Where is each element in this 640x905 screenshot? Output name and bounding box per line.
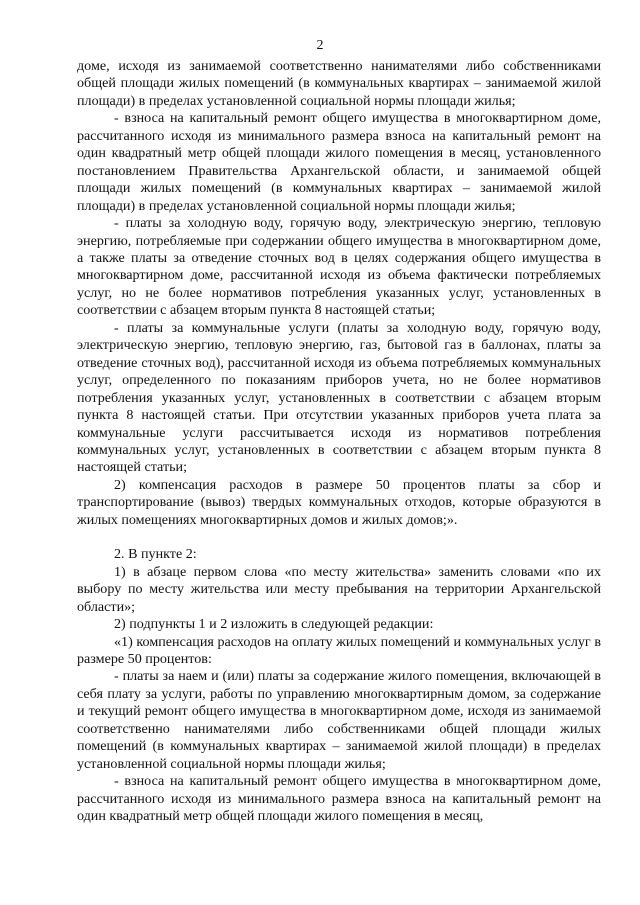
paragraph: 1) в абзаце первом слова «по месту жительства» заменить словами «по их выбору по месту жительства или месту пребывания на территории Архангельской области»; [77,563,601,615]
paragraph: 2) подпункты 1 и 2 изложить в следующей редакции: [114,616,434,633]
page-number: 2 [316,38,324,53]
paragraph: «1) компенсация расходов на оплату жилых помещений и коммунальных услуг в размере 50 процентов: [77,633,601,667]
paragraph: - платы за коммунальные услуги (платы за холодную воду, горячую воду, электрическую энергию, тепловую энергию, газ, бытовой газ в баллонах, платы за отведение сточных вод), рассчитанной исходя из объема потребляемых коммунальных услуг, определенного по показаниям приборов учета, но не более нормативов потребления указанных услуг, установленных в соответствии с абзацем вторым пункта 8 настоящей статьи. При отсутствии указанных приборов учета плата за коммунальные услуги рассчитывается исходя из нормативов потребления коммунальных услуг, установленных в соответствии с абзацем вторым пункта 8 настоящей статьи; [77,319,601,476]
paragraph-gap [77,529,601,546]
paragraph: - платы за холодную воду, горячую воду, электрическую энергию, тепловую энергию, потребляемые при содержании общего имущества в многоквартирном доме, а также платы за отведение сточных вод в целях содержания общего имущества в многоквартирном доме, рассчитанной исходя из объема фактически потребляемых услуг, но не более нормативов потребления указанных услуг, установленных в соответствии с абзацем вторым пункта 8 настоящей статьи; [77,215,601,319]
paragraph: - взноса на капитальный ремонт общего имущества в многоквартирном доме, рассчитанного исходя из минимального размера взноса на капитальный ремонт на один квадратный метр общей площади жилого помещения в месяц, установленного постановлением Правительства Архангельской области, и занимаемой общей площади жилых помещений (в коммунальных квартирах – занимаемой жилой площади) в пределах установленной социальной нормы площади жилья; [77,110,601,214]
paragraph: 2) компенсация расходов в размере 50 процентов платы за сбор и транспортирование (вывоз) твердых коммунальных отходов, которые образуются в жилых помещениях многоквартирных домов и жилых домов;». [77,476,601,528]
paragraph: доме, исходя из занимаемой соответственно нанимателями либо собственниками общей площади жилых помещений (в коммунальных квартирах – занимаемой жилой площади) в пределах установленной социальной нормы площади жилья; [77,58,601,109]
paragraph: - взноса на капитальный ремонт общего имущества в многоквартирном доме, рассчитанного исходя из минимального размера взноса на капитальный ремонт на один квадратный метр общей площади жилого помещения в месяц, [77,773,601,825]
document-body [77,58,601,825]
paragraph: - платы за наем и (или) платы за содержание жилого помещения, включающей в себя плату за услуги, работы по управлению многоквартирным домом, за содержание и текущий ремонт общего имущества в многоквартирном доме, исходя из занимаемой соответственно нанимателями либо собственниками общей площади жилых помещений (в коммунальных квартирах – занимаемой жилой площади) в пределах установленной социальной нормы площади жилья; [77,668,601,772]
paragraph: 2. В пункте 2: [114,546,197,563]
